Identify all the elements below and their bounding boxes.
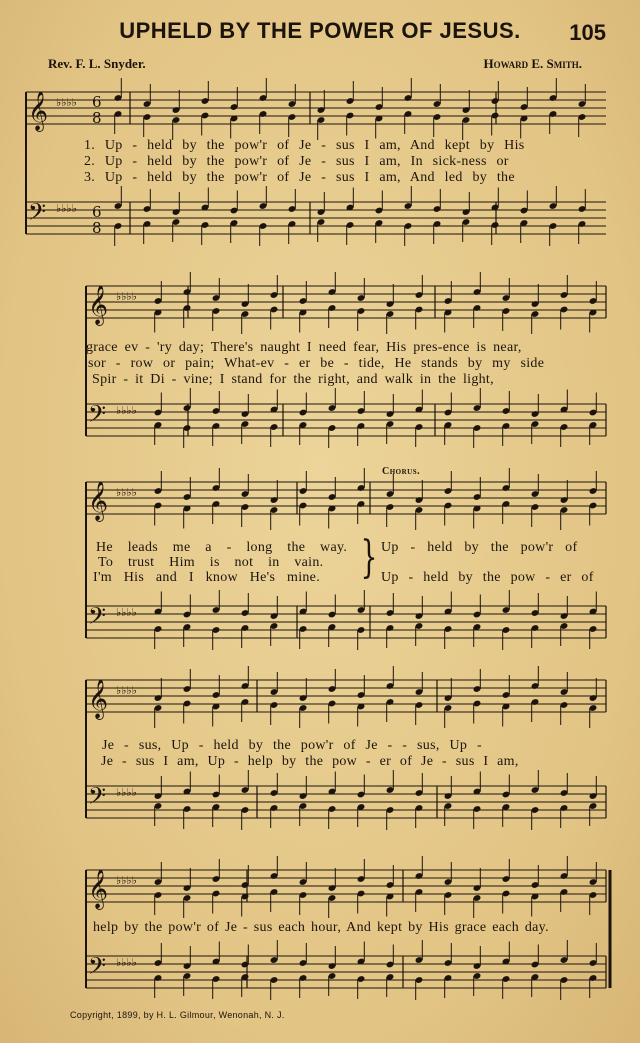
lyric-line: 2. Up - held by the pow'r of Je - sus I am, In sick-ness or <box>84 154 509 169</box>
time-signature-icon: 8 <box>92 219 102 237</box>
lyric-line: 3. Up - held by the pow'r of Je - sus I am, And led by the <box>84 170 515 185</box>
bass-clef-icon: 𝄢 <box>88 782 107 815</box>
key-signature-icon: ♭♭♭♭ <box>116 684 137 697</box>
page-number: 105 <box>569 20 606 45</box>
time-signature-icon: 8 <box>92 109 102 127</box>
key-signature-icon: ♭♭♭♭ <box>116 786 137 799</box>
lyric-line: sor - row or pain; What-ev - er be - tide, He stands by my side <box>88 356 545 371</box>
treble-clef-icon: 𝄞 <box>88 481 109 521</box>
key-signature-icon: ♭♭♭♭ <box>116 874 137 887</box>
lyric-line: He leads me a - long the way. <box>96 540 348 555</box>
verse-brace: } <box>360 532 378 583</box>
key-signature-icon: ♭♭♭♭ <box>56 202 77 215</box>
chorus-lyric-line: Up - held by the pow'r of <box>381 540 578 555</box>
lyric-line: I'm His and I know He's mine. <box>93 570 320 585</box>
key-signature-icon: ♭♭♭♭ <box>116 290 137 303</box>
time-signature-icon: 6 <box>92 93 102 111</box>
bass-clef-icon: 𝄢 <box>88 952 107 985</box>
bass-clef-icon: 𝄢 <box>28 198 47 231</box>
bass-clef-icon: 𝄢 <box>88 400 107 433</box>
lyric-line: To trust Him is not in vain. <box>98 555 324 570</box>
composer-credit: Howard E. Smith. <box>483 56 582 71</box>
treble-clef-icon: 𝄞 <box>28 91 49 131</box>
lyric-line: Je - sus, Up - held by the pow'r of Je - - sus, Up - <box>102 738 482 753</box>
key-signature-icon: ♭♭♭♭ <box>56 96 77 109</box>
treble-clef-icon: 𝄞 <box>88 869 109 909</box>
time-signature-icon: 6 <box>92 203 102 221</box>
lyric-line: 1. Up - held by the pow'r of Je - sus I am, And kept by His <box>84 138 525 153</box>
key-signature-icon: ♭♭♭♭ <box>116 486 137 499</box>
copyright-notice: Copyright, 1899, by H. L. Gilmour, Wenonah, N. J. <box>70 1010 285 1020</box>
key-signature-icon: ♭♭♭♭ <box>116 606 137 619</box>
lyric-line: Je - sus I am, Up - help by the pow - er of Je - sus I am, <box>101 754 519 769</box>
lyric-line: Spir - it Di - vine; I stand for the right, and walk in the light, <box>92 372 494 387</box>
lyricist-credit: Rev. F. L. Snyder. <box>48 56 146 71</box>
chorus-lyric-line: Up - held by the pow - er of <box>381 570 594 585</box>
hymn-title: UPHELD BY THE POWER OF JESUS. <box>119 18 521 43</box>
lyric-line: grace ev - 'ry day; There's naught I need fear, His pres-ence is near, <box>86 340 522 355</box>
key-signature-icon: ♭♭♭♭ <box>116 956 137 969</box>
lyric-line: help by the pow'r of Je - sus each hour, And kept by His grace each day. <box>93 920 549 935</box>
bass-clef-icon: 𝄢 <box>88 602 107 635</box>
key-signature-icon: ♭♭♭♭ <box>116 404 137 417</box>
treble-clef-icon: 𝄞 <box>88 285 109 325</box>
treble-clef-icon: 𝄞 <box>88 679 109 719</box>
chorus-label: Chorus. <box>382 466 421 477</box>
